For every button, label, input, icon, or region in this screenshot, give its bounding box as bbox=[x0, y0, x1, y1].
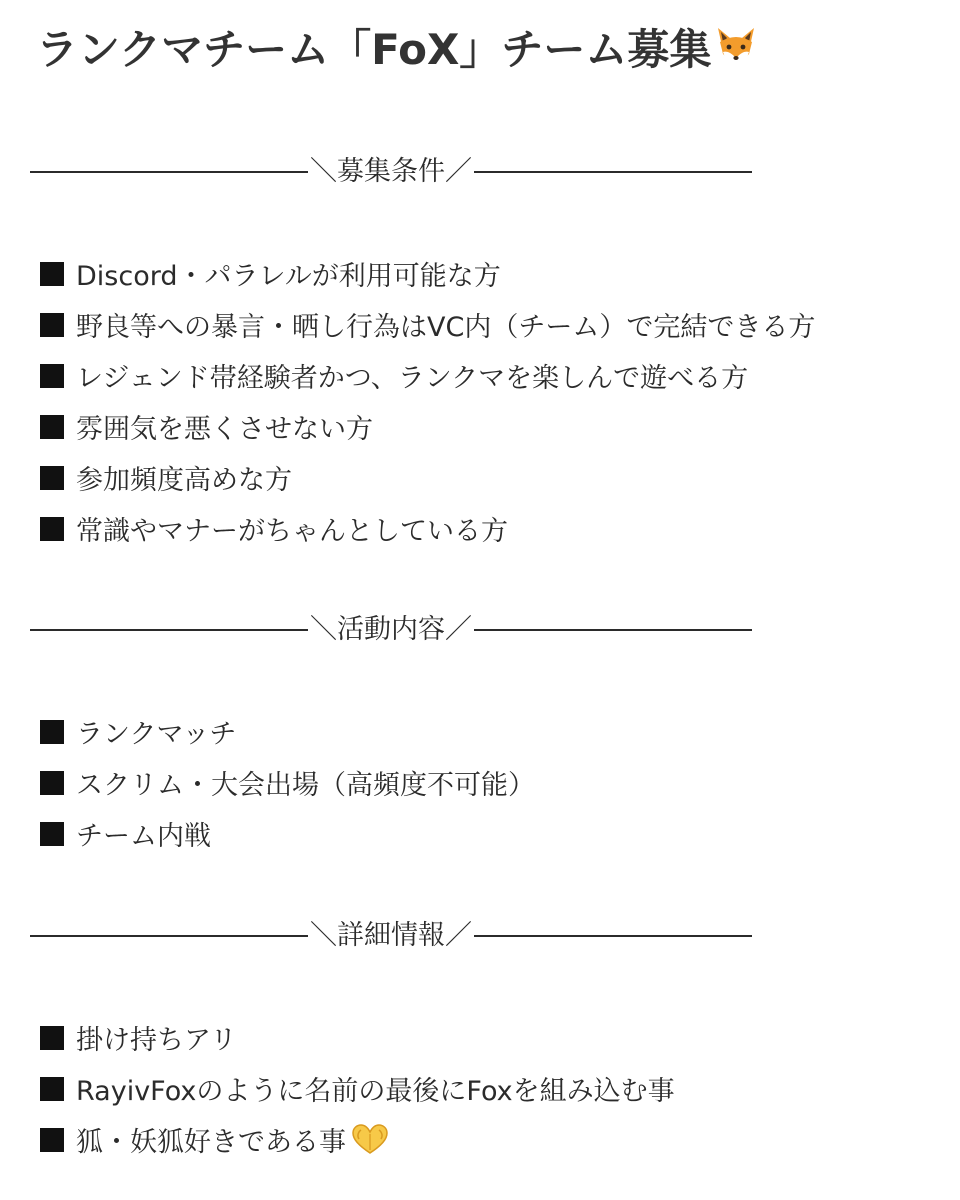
square-bullet-icon bbox=[40, 1026, 64, 1050]
section-heading: ＼募集条件／ bbox=[310, 156, 472, 187]
list-item-text: スクリム・大会出場（高頻度不可能） bbox=[76, 770, 535, 801]
divider-line bbox=[474, 629, 752, 631]
recruitment-conditions-list bbox=[40, 248, 815, 554]
square-bullet-icon bbox=[40, 415, 64, 439]
list-item-text: 野良等への暴言・晒し行為はVC内（チーム）で完結できる方 bbox=[76, 312, 816, 343]
divider-line bbox=[30, 629, 308, 631]
list-item-text: ランクマッチ bbox=[76, 719, 237, 750]
list-item-text: Discord・パラレルが利用可能な方 bbox=[76, 261, 501, 292]
list-item bbox=[40, 401, 815, 452]
list-item-text: RayivFoxのように名前の最後にFoxを組み込む事 bbox=[76, 1076, 675, 1107]
section-header-details bbox=[30, 916, 752, 956]
page-title-text: ランクマチーム「FoX」チーム募集 bbox=[36, 25, 712, 74]
heart-hands-icon bbox=[350, 1124, 390, 1156]
details-list bbox=[40, 1012, 675, 1165]
section-heading: ＼詳細情報／ bbox=[310, 920, 472, 951]
list-item bbox=[40, 808, 535, 859]
list-item-text: 狐・妖狐好きである事 bbox=[76, 1127, 346, 1158]
square-bullet-icon bbox=[40, 364, 64, 388]
section-header-recruitment-conditions bbox=[30, 152, 752, 192]
fox-face-icon bbox=[713, 24, 759, 70]
list-item-text: 参加頻度高めな方 bbox=[76, 465, 292, 496]
square-bullet-icon bbox=[40, 262, 64, 286]
list-item bbox=[40, 299, 815, 350]
square-bullet-icon bbox=[40, 466, 64, 490]
list-item bbox=[40, 1012, 675, 1063]
list-item-text: 雰囲気を悪くさせない方 bbox=[76, 414, 373, 445]
divider-line bbox=[30, 171, 308, 173]
page-title bbox=[36, 22, 759, 78]
square-bullet-icon bbox=[40, 1128, 64, 1152]
list-item-text: 常識やマナーがちゃんとしている方 bbox=[76, 516, 508, 547]
square-bullet-icon bbox=[40, 771, 64, 795]
list-item-text: レジェンド帯経験者かつ、ランクマを楽しんで遊べる方 bbox=[76, 363, 749, 394]
list-item-text: チーム内戦 bbox=[76, 821, 211, 852]
list-item bbox=[40, 1114, 675, 1165]
list-item bbox=[40, 452, 815, 503]
divider-line bbox=[30, 935, 308, 937]
list-item bbox=[40, 1063, 675, 1114]
list-item bbox=[40, 248, 815, 299]
list-item bbox=[40, 757, 535, 808]
section-header-activities bbox=[30, 610, 752, 650]
divider-line bbox=[474, 935, 752, 937]
square-bullet-icon bbox=[40, 517, 64, 541]
square-bullet-icon bbox=[40, 822, 64, 846]
list-item-text: 掛け持ちアリ bbox=[76, 1025, 237, 1056]
square-bullet-icon bbox=[40, 720, 64, 744]
section-heading: ＼活動内容／ bbox=[310, 614, 472, 645]
square-bullet-icon bbox=[40, 1077, 64, 1101]
list-item bbox=[40, 503, 815, 554]
activities-list bbox=[40, 706, 535, 859]
square-bullet-icon bbox=[40, 313, 64, 337]
list-item bbox=[40, 350, 815, 401]
list-item bbox=[40, 706, 535, 757]
divider-line bbox=[474, 171, 752, 173]
